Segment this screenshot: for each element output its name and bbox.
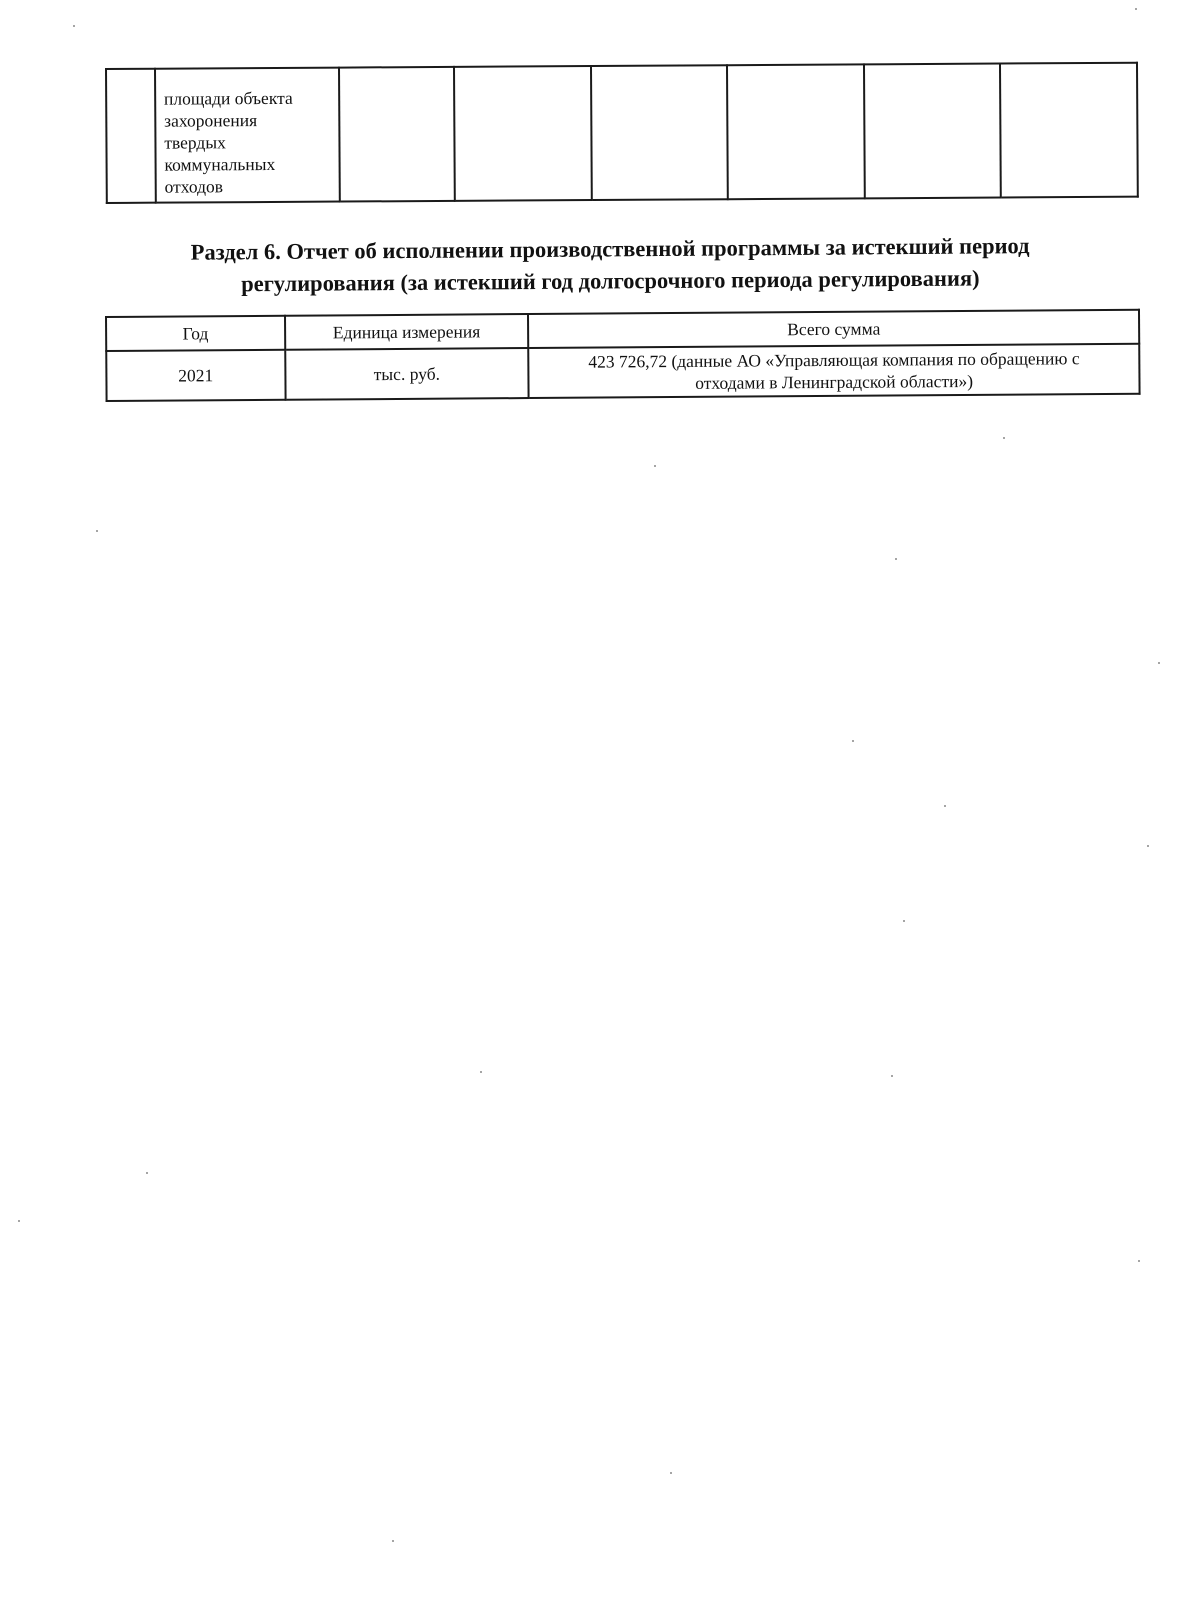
table-row: [106, 63, 1138, 203]
scan-speck: [1135, 8, 1137, 10]
year-cell: 2021: [106, 350, 285, 401]
scan-speck: [670, 1472, 672, 1474]
scan-speck: [1147, 845, 1149, 847]
empty-cell: [1000, 63, 1137, 198]
scan-speck: [146, 1172, 148, 1174]
number-cell: [106, 69, 156, 203]
description-line: захоронения: [164, 110, 258, 131]
header-unit: Единица измерения: [285, 314, 529, 350]
scan-speck: [96, 530, 98, 532]
scan-speck: [480, 1071, 482, 1073]
header-year: Год: [106, 316, 285, 351]
empty-cell: [339, 67, 455, 202]
description-line: твердых: [164, 132, 226, 153]
empty-cell: [591, 65, 728, 200]
scan-speck: [392, 1540, 394, 1542]
scan-speck: [654, 465, 656, 467]
scan-speck: [852, 740, 854, 742]
total-sum-line: отходами в Ленинградской области»): [695, 370, 974, 393]
section-title-line: Раздел 6. Отчет об исполнении производственной программы за истекший период: [190, 233, 1030, 265]
report-table: [105, 309, 1141, 402]
scan-speck: [895, 558, 897, 560]
scan-speck: [944, 805, 946, 807]
header-total-sum: Всего сумма: [528, 310, 1139, 348]
empty-cell: [727, 64, 864, 199]
scan-speck: [891, 1075, 893, 1077]
section-title-line: регулирования (за истекший год долгосрочного периода регулирования): [241, 265, 980, 297]
unit-cell: тыс. руб.: [285, 348, 529, 400]
section-title: [150, 230, 1070, 301]
description-line: коммунальных: [164, 153, 276, 175]
scan-speck: [18, 1220, 20, 1222]
description-cell: [155, 68, 340, 203]
empty-cell: [454, 66, 591, 201]
description-line: площади объекта: [163, 87, 293, 109]
scan-speck: [1138, 1260, 1140, 1262]
scan-speck: [73, 25, 75, 27]
continuation-table: [105, 62, 1139, 204]
description-line: отходов: [164, 176, 224, 197]
total-sum-line: 423 726,72 (данные АО «Управляющая компания по обращению с: [588, 348, 1080, 372]
empty-cell: [864, 64, 1001, 199]
scan-speck: [1003, 437, 1005, 439]
table-row: [106, 344, 1139, 401]
scan-speck: [1158, 662, 1160, 664]
total-sum-cell: [528, 344, 1139, 398]
scan-speck: [903, 920, 905, 922]
